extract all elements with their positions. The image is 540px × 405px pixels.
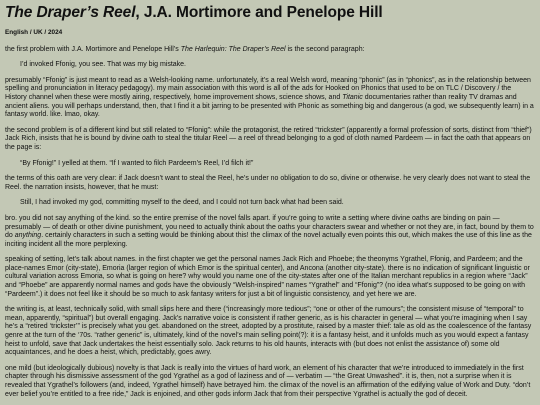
block-quote xyxy=(5,61,534,70)
text-run: the first problem with J.A. Mortimore and Penelope Hill’s xyxy=(5,45,181,53)
text-run: documentaries rather than reality TV dramas and ancient aliens. you will perhaps understand, then, that I find it a bit jarring to be presented with Phonic as something big and dangerous (a god, we subsequently learn) in a fantasy world. like. lmao, okay. xyxy=(5,93,534,119)
text-run: the terms of this oath are very clear: if Jack doesn’t want to steal the Reel, he’s under no obligation to do so, divine or otherwise. he very clearly does not want to steal the Reel. the narration insists, however, that he must: xyxy=(5,175,531,191)
title-authors: , J.A. Mortimore and Penelope Hill xyxy=(135,4,383,21)
text-run: is the second paragraph: xyxy=(285,45,365,53)
page-title xyxy=(5,3,534,22)
text-run: . certainly characters in such a setting would be thinking about this! the climax of the novel actually even points this out, which makes the use of this line as the inciting incident all the more perplexing. xyxy=(5,232,532,248)
meta-line: English / UK / 2024 xyxy=(5,29,63,36)
text-run: Still, I had invoked my god, committing myself to the deed, and I could not turn back what had been said. xyxy=(20,199,344,207)
text-run: bro. you did not say anything of the kind. so the entire premise of the novel falls apart. if you’re going to write a setting where divine oaths are binding on pain — presumably — of death or other divine punishment, you need to actually think about the oaths your characters swear and whether or not they are, in fact, bound by them to do xyxy=(5,214,534,240)
text-run: “By Ffonig!” I yelled at them. “If I wanted to filch Pardeem’s Reel, I’d filch it!” xyxy=(20,159,254,167)
paragraph xyxy=(5,127,534,153)
paragraph xyxy=(5,256,534,299)
text-run: presumably “Ffonig” is just meant to read as a Welsh-looking name. unfortunately, it’s a real Welsh word, meaning “phonic” (as in “phonics”, as in the relationship between spelling and pronunciation in literacy pedagogy). my main association with this word is all of the ads for Hooked on Phonics that used to be on TLC / Discovery / the History channel when these were mostly airing, respectively, home improvement shows, science shows, and xyxy=(5,76,531,101)
italic-text: anything xyxy=(14,232,42,240)
paragraph xyxy=(5,306,534,358)
italic-text: The Harlequin: The Draper’s Reel xyxy=(180,45,286,53)
review-body xyxy=(5,46,534,400)
block-quote xyxy=(5,160,534,169)
text-run: one mild (but ideologically dubious) novelty is that Jack is really into the virtues of hard work, an element of his character that we’re introduced to immediately in the first chapter through his dismissive assessment of the god Ygrathel as a god of laziness and of — verbatim — “the Great Unwashed”. it is, then, not a surprise when it is revealed that Ygrathel’s followers (and, indeed, Ygrathel himself) have betrayed him. the climax of the novel is an affirmation of the edifying value of Work and Duty. “don’t ever belief you’re entitled to a free ride,” Jack is enjoined, and other gods inform Jack that from their perspective Ygrathel is actually the god of deceit. xyxy=(5,364,531,398)
text-run: speaking of setting, let’s talk about names. in the first chapter we get the personal names Jack Rich and Phoebe; the theonyms Ygrathel, Ffonig, and Pardeem; and the place-names Emor (city-state), Emoria (larger region of which Emor is the spiritual center), and Ancona (another city-state). there is no indication of significant linguistic or cultural variation across Emoria, so what is going on here? why would you name one of the city-states after one of the Italian merchant republics in a region where “Jack” and “Phoebe” are apparently normal names and gods have the obviously “Welsh-inspired” names “Ygrathel” and “Ffonig”? (no idea what’s supposed to be going on with “Pardeem”.) it does not feel like it should be so much to ask fantasy writers for just a bit of linguistic consistency, and yet here we are. xyxy=(5,256,530,298)
paragraph xyxy=(5,46,534,55)
paragraph xyxy=(5,175,534,192)
italic-text: Titanic xyxy=(342,93,363,101)
block-quote xyxy=(5,199,534,208)
title-work: The Draper’s Reel xyxy=(5,4,136,21)
text-run: the second problem is of a different kind but still related to “Ffonig”: while the protagonist, the retired “trickster” (apparently a formal profession of sorts, distinct from “thief”) Jack Rich, insists that he is bound by divine oath to steal the titular Reel — a reel of thread belonging to a god of cloth named Pardeem — in fact the oath that appears on the page is: xyxy=(5,126,532,151)
paragraph xyxy=(5,77,534,120)
paragraph xyxy=(5,365,534,399)
paragraph xyxy=(5,215,534,249)
text-run: the writing is, at least, technically solid, with small slips here and there (“increasingly more tedious”; “one or other of the rumours”; the consistent misuse of “temporal” to mean, apparently, “spiritual”) but overall engaging. Jack’s narrative voice is consistent if rather generic, as is his character in general — what you’re imagining when I say he’s a “retired ‘trickster’” is precisely what you get. abandoned on the street, adopted by a prostitute, raised by a master thief: tale as old as the coalescence of the fantasy genre at the turn of the ‘70s. “rather generic” is, ultimately, kind of the novel’s main selling point(?): it is a fantasy heist, and it unfolds much as you would expect a fantasy heist to unfold, save that Jack undertakes the heist essentially solo. Jack returns to his old haunts, interacts with (but does not enlist the assistance of) some old acquaintances, and he does a heist, which, predictably, goes awry. xyxy=(5,306,532,357)
text-run: I’d invoked Ffonig, you see. That was my big mistake. xyxy=(20,61,187,69)
